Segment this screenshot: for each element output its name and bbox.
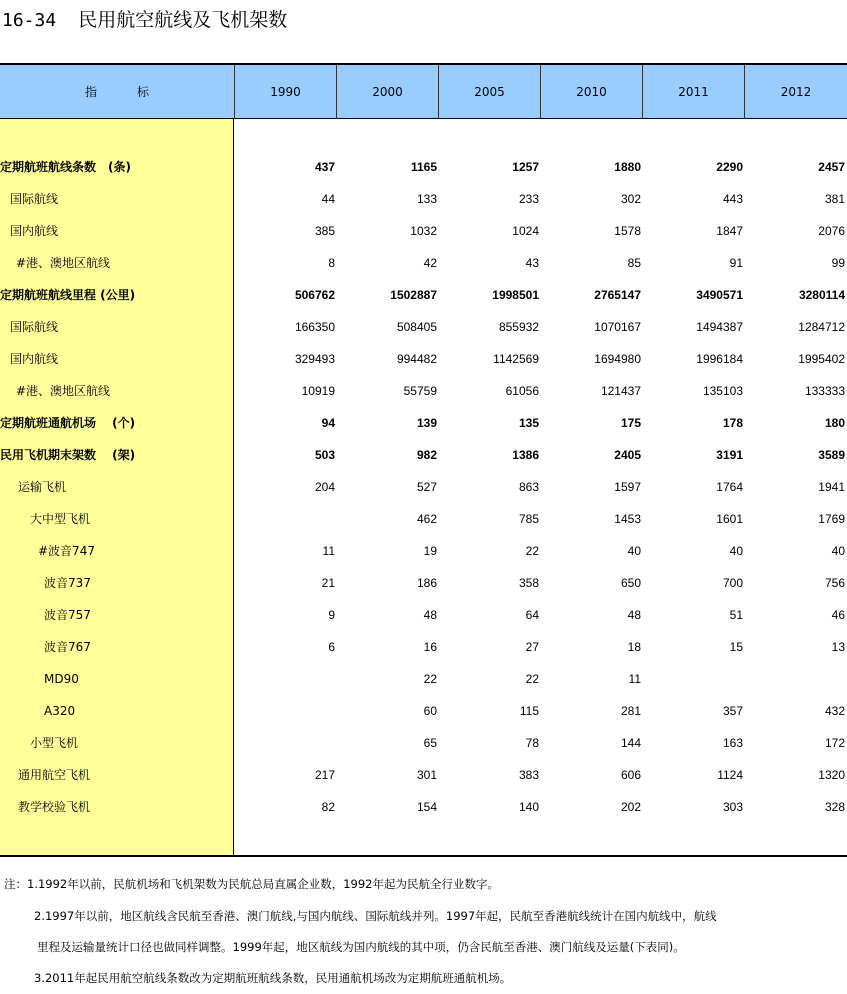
table-row (0, 471, 847, 503)
table-row (0, 151, 847, 183)
row-label: 教学校验飞机 (18, 800, 91, 814)
table-cell: 301 (416, 768, 437, 782)
table-cell: 55759 (403, 384, 437, 398)
table-cell: 2765147 (594, 288, 641, 302)
table-cell (235, 503, 335, 535)
table-row (0, 695, 847, 727)
table-cell: 383 (518, 768, 539, 782)
table-cell: 503 (314, 448, 335, 462)
table-cell: 994482 (396, 352, 437, 366)
table-cell: 186 (416, 576, 437, 590)
table-cell: 65 (423, 736, 437, 750)
row-label: 国际航线 (10, 192, 59, 206)
row-label: #港、澳地区航线 (16, 384, 111, 398)
table-cell: 135 (518, 416, 539, 430)
table-cell: 172 (824, 736, 845, 750)
page-title (2, 6, 287, 34)
table-cell: 15 (729, 640, 743, 654)
table-cell: 180 (824, 416, 845, 430)
row-label: 波音767 (44, 640, 91, 654)
table-cell: 22 (525, 672, 539, 686)
table-cell: 178 (722, 416, 743, 430)
table-cell: 303 (722, 800, 743, 814)
row-label: 波音737 (44, 576, 91, 590)
table-row (0, 567, 847, 599)
table-cell: 16 (423, 640, 437, 654)
row-label: 国际航线 (10, 320, 59, 334)
table-cell: 3191 (716, 448, 743, 462)
table-cell: 1601 (716, 512, 743, 526)
table-cell: 27 (525, 640, 539, 654)
table-cell: 1847 (716, 224, 743, 238)
row-label: 民用飞机期末架数 (架) (0, 448, 136, 462)
table-cell: 1024 (512, 224, 539, 238)
table-cell: 2290 (716, 160, 743, 174)
table-cell: 281 (620, 704, 641, 718)
table-cell (235, 695, 335, 727)
table-cell: 1257 (512, 160, 539, 174)
table-cell: 40 (831, 544, 845, 558)
table-cell: 133 (416, 192, 437, 206)
table-row (0, 791, 847, 823)
table-cell: 85 (627, 256, 641, 270)
table-cell: 135103 (702, 384, 743, 398)
table-cell: 1764 (716, 480, 743, 494)
table-cell: 756 (824, 576, 845, 590)
table-cell: 328 (824, 800, 845, 814)
note-line: 注：1.1992年以前，民航机场和飞机架数为民航总局直属企业数，1992年起为民航全行业数字。 (4, 877, 500, 891)
table-row (0, 247, 847, 279)
table-cell: 508405 (396, 320, 437, 334)
table-cell: 19 (423, 544, 437, 558)
table-cell: 2076 (818, 224, 845, 238)
table-cell: 1694980 (594, 352, 641, 366)
table-cell: 1453 (614, 512, 641, 526)
table-cell: 6 (328, 640, 335, 654)
row-label: 定期航班航线里程 (公里) (0, 288, 136, 302)
table-cell: 2457 (818, 160, 845, 174)
table-cell: 13 (831, 640, 845, 654)
header-year: 2010 (541, 65, 643, 119)
table-cell: 233 (518, 192, 539, 206)
table-cell: 163 (722, 736, 743, 750)
table-row (0, 183, 847, 215)
table-row (0, 599, 847, 631)
table-cell: 506762 (294, 288, 335, 302)
table-cell: 9 (328, 608, 335, 622)
table-header (0, 63, 847, 119)
table-row (0, 727, 847, 759)
table-cell: 18 (627, 640, 641, 654)
table-cell: 51 (729, 608, 743, 622)
table-number: 16-34 (2, 10, 57, 31)
table-cell: 863 (518, 480, 539, 494)
row-label: A320 (44, 704, 76, 718)
note-line: 里程及运输量统计口径也做同样调整。1999年起，地区航线为国内航线的其中项，仍含民航至香港、澳门航线及运量(下表同)。 (37, 940, 685, 954)
table-cell: 432 (824, 704, 845, 718)
table-cell (235, 727, 335, 759)
row-label: 国内航线 (10, 224, 59, 238)
row-label: 定期航班通航机场 (个) (0, 416, 136, 430)
table-cell: 3490571 (696, 288, 743, 302)
table-cell: 1124 (717, 768, 743, 782)
table-cell: 11 (322, 544, 335, 558)
table-cell: 202 (620, 800, 641, 814)
table-cell: 357 (722, 704, 743, 718)
table-cell (745, 663, 845, 695)
table-cell: 11 (628, 672, 641, 686)
row-label: 大中型飞机 (30, 512, 91, 526)
table-cell: 1769 (818, 512, 845, 526)
table-cell: 166350 (294, 320, 335, 334)
header-year: 2005 (439, 65, 541, 119)
table-row (0, 311, 847, 343)
table-cell: 650 (620, 576, 641, 590)
table-row (0, 215, 847, 247)
table-cell: 1032 (410, 224, 437, 238)
table-cell: 606 (620, 768, 641, 782)
header-year: 1990 (235, 65, 337, 119)
header-year: 2012 (780, 85, 812, 99)
table-row (0, 343, 847, 375)
table-cell: 1995402 (798, 352, 845, 366)
table-cell: 302 (620, 192, 641, 206)
table-cell: 99 (831, 256, 845, 270)
table-cell: 10919 (301, 384, 335, 398)
table-row (0, 631, 847, 663)
table-cell: 139 (416, 416, 437, 430)
table-cell: 40 (729, 544, 743, 558)
table-cell: 1320 (818, 768, 845, 782)
table-cell: 60 (423, 704, 437, 718)
table-cell: 217 (314, 768, 335, 782)
table-cell: 358 (518, 576, 539, 590)
table-cell: 527 (416, 480, 437, 494)
table-cell: 91 (729, 256, 743, 270)
row-label: 小型飞机 (30, 736, 79, 750)
row-label: 通用航空飞机 (18, 768, 91, 782)
note-line: 2.1997年以前，地区航线含民航至香港、澳门航线,与国内航线、国际航线并列。1997年起，民航至香港航线统计在国内航线中，航线 (34, 909, 717, 923)
table-cell: 1880 (614, 160, 641, 174)
table-row (0, 439, 847, 471)
table-cell: 1284712 (798, 320, 845, 334)
table-row (0, 407, 847, 439)
note-line: 3.2011年起民用航空航线条数改为定期航班航线条数，民用通航机场改为定期航班通航机场。 (34, 971, 512, 985)
table-cell: 94 (321, 416, 335, 430)
table-row (0, 279, 847, 311)
header-year: 2011 (643, 65, 745, 119)
table-cell: 2405 (614, 448, 641, 462)
table-cell: 42 (423, 256, 437, 270)
table-cell: 329493 (294, 352, 335, 366)
table-cell (235, 663, 335, 695)
table-cell: 1494387 (696, 320, 743, 334)
table-cell: 22 (423, 672, 437, 686)
table-cell (643, 663, 743, 695)
table-cell: 121437 (600, 384, 641, 398)
table-cell: 46 (831, 608, 845, 622)
table-cell: 133333 (804, 384, 845, 398)
table-cell: 40 (627, 544, 641, 558)
table-cell: 462 (416, 512, 437, 526)
table-cell: 48 (627, 608, 641, 622)
table-row (0, 663, 847, 695)
table-cell: 1502887 (390, 288, 437, 302)
table-cell: 1998501 (492, 288, 539, 302)
row-label: 定期航班航线条数 (条) (0, 160, 131, 174)
table-cell: 381 (824, 192, 845, 206)
table-cell: 3280114 (798, 288, 845, 302)
table-cell: 1386 (512, 448, 539, 462)
table-cell: 700 (722, 576, 743, 590)
row-label: 运输飞机 (18, 480, 67, 494)
table-cell: 48 (423, 608, 437, 622)
table-cell: 8 (328, 256, 335, 270)
table-cell: 1941 (818, 480, 845, 494)
table-cell: 43 (525, 256, 539, 270)
table-cell: 1578 (614, 224, 641, 238)
table-cell: 44 (321, 192, 335, 206)
row-label: #波音747 (38, 544, 95, 558)
table-cell: 154 (416, 800, 437, 814)
table-cell: 82 (321, 800, 335, 814)
table-row (0, 759, 847, 791)
header-indicator: 指 标 (0, 65, 235, 119)
row-label: #港、澳地区航线 (16, 256, 111, 270)
table-cell: 1597 (614, 480, 641, 494)
table-row (0, 535, 847, 567)
table-cell: 3589 (818, 448, 845, 462)
table-cell: 64 (525, 608, 539, 622)
table-cell: 78 (525, 736, 539, 750)
table-title: 民用航空航线及飞机架数 (78, 9, 288, 31)
row-label: 国内航线 (10, 352, 59, 366)
table-cell: 785 (518, 512, 539, 526)
table-cell: 443 (722, 192, 743, 206)
table-cell: 140 (518, 800, 539, 814)
table-cell: 385 (314, 224, 335, 238)
table-bottom-rule (0, 855, 847, 857)
table-cell: 144 (620, 736, 641, 750)
table-cell: 1070167 (594, 320, 641, 334)
table-cell: 982 (416, 448, 437, 462)
table-cell: 21 (321, 576, 335, 590)
table-cell: 204 (314, 480, 335, 494)
table-cell: 437 (314, 160, 335, 174)
table-cell: 61056 (505, 384, 539, 398)
table-cell: 115 (519, 704, 539, 718)
table-row (0, 503, 847, 535)
table-cell: 1165 (410, 160, 437, 174)
header-year: 2000 (337, 65, 439, 119)
row-label: 波音757 (44, 608, 91, 622)
table-cell: 175 (620, 416, 641, 430)
table-row (0, 375, 847, 407)
table-cell: 1142569 (493, 352, 539, 366)
table-cell: 855932 (498, 320, 539, 334)
table-cell: 1996184 (696, 352, 743, 366)
table-cell: 22 (525, 544, 539, 558)
row-label: MD90 (44, 672, 79, 686)
